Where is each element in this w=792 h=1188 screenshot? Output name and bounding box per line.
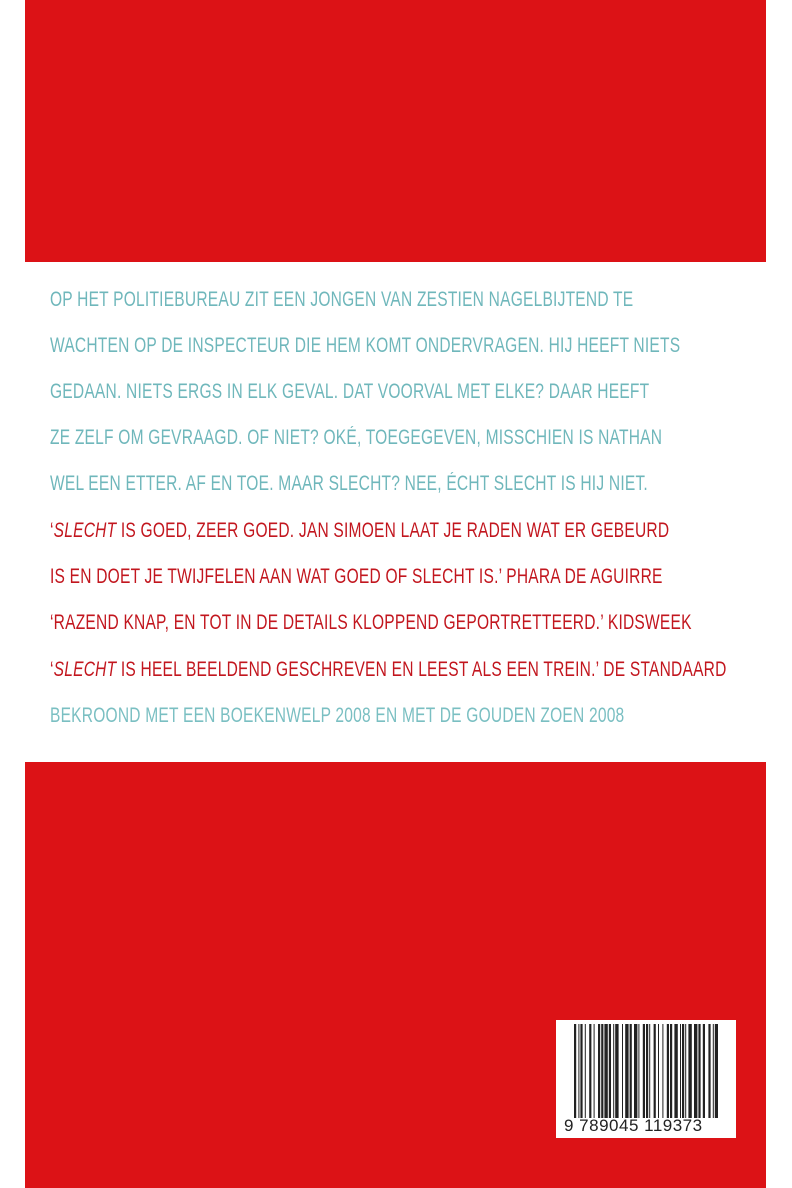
barcode-bar (574, 1024, 576, 1118)
quote-text: IS HEEL BEELDEND GESCHREVEN EN LEEST ALS EEN TREIN.’ DE STANDAARD (116, 658, 727, 681)
barcode-bar (594, 1024, 595, 1118)
barcode-bar (658, 1024, 659, 1118)
barcode-bar (680, 1024, 681, 1118)
barcode-bar (643, 1024, 645, 1118)
review-quote-line (50, 611, 692, 635)
quote-mark: ‘ (50, 611, 54, 634)
barcode-bar (674, 1024, 677, 1118)
barcode-bar (613, 1024, 614, 1118)
barcode-bar (646, 1024, 648, 1118)
barcode-bar (585, 1024, 586, 1118)
isbn-number: 9 789045 119373 (564, 1116, 703, 1135)
isbn-barcode (556, 1020, 736, 1138)
barcode-bar (698, 1024, 700, 1118)
quote-mark: ‘ (50, 658, 54, 681)
barcode-bar (662, 1024, 663, 1118)
review-quote-line (50, 565, 663, 589)
blurb-line: OP HET POLITIEBUREAU ZIT EEN JONGEN VAN ZESTIEN NAGELBIJTEND TE (50, 288, 634, 311)
barcode-bar (634, 1024, 637, 1118)
quote-text: IS GOED, ZEER GOED. JAN SIMOEN LAAT JE RADEN WAT ER GEBEURD (116, 519, 670, 542)
barcode-bar (682, 1024, 684, 1118)
barcode-bar (654, 1024, 656, 1118)
barcode-bar (609, 1024, 611, 1118)
barcode-bar (694, 1024, 697, 1118)
blurb-line: WACHTEN OP DE INSPECTEUR DIE HEM KOMT ONDERVRAGEN. HIJ HEEFT NIETS (50, 334, 681, 357)
book-title: SLECHT (53, 658, 117, 681)
barcode-bar (625, 1024, 628, 1118)
barcode-bar (622, 1024, 623, 1118)
blurb-line: GEDAAN. NIETS ERGS IN ELK GEVAL. DAT VOORVAL MET ELKE? DAAR HEEFT (50, 380, 650, 403)
barcode-bar (589, 1024, 591, 1118)
barcode-bar (630, 1024, 632, 1118)
barcode-bar (615, 1024, 618, 1118)
barcode-bar (685, 1024, 686, 1118)
barcode-bar (638, 1024, 639, 1118)
barcode-bar (708, 1024, 710, 1118)
barcode-bar (713, 1024, 714, 1118)
book-title: SLECHT (53, 519, 117, 542)
quote-text: RAZEND KNAP, EN TOT IN DE DETAILS KLOPPEND GEPORTRETTEERD.’ KIDSWEEK (53, 611, 692, 634)
barcode-bar (715, 1024, 718, 1118)
barcode-bar (604, 1024, 607, 1118)
blurb-line: ZE ZELF OM GEVRAAGD. OF NIET? OKÉ, TOEGEGEVEN, MISSCHIEN IS NATHAN (50, 426, 663, 449)
barcode-bar (688, 1024, 691, 1118)
top-red-panel (25, 0, 766, 262)
barcode-bar (580, 1024, 582, 1118)
review-quote-line (50, 658, 727, 682)
barcode-bar (667, 1024, 669, 1118)
quote-text: IS EN DOET JE TWIJFELEN AAN WAT GOED OF SLECHT IS.’ PHARA DE AGUIRRE (50, 565, 663, 588)
barcode-bar (703, 1024, 705, 1118)
quote-mark: ‘ (50, 519, 54, 542)
barcode-bar (670, 1024, 672, 1118)
barcode-bar (578, 1024, 579, 1118)
barcode-bars (574, 1024, 718, 1118)
barcode-bar (601, 1024, 603, 1118)
review-quote-line (50, 519, 669, 543)
award-line: BEKROOND MET EEN BOEKENWELP 2008 EN MET DE GOUDEN ZOEN 2008 (50, 704, 625, 727)
blurb-line: WEL EEN ETTER. AF EN TOE. MAAR SLECHT? NEE, ÉCHT SLECHT IS HIJ NIET. (50, 472, 648, 495)
barcode-bar (598, 1024, 600, 1118)
barcode-bar (649, 1024, 650, 1118)
